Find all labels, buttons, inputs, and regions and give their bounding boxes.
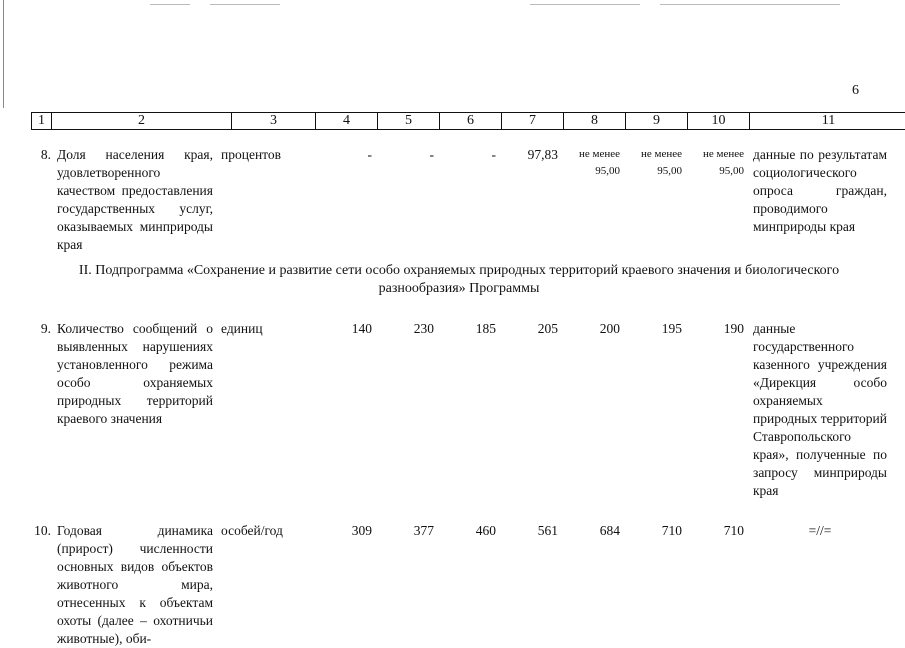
indicator-unit: особей/год [215, 522, 315, 648]
scan-noise [150, 4, 190, 5]
value-col-8: 200 [563, 320, 625, 500]
data-source: =//= [749, 522, 887, 648]
header-col-3: 3 [232, 113, 316, 130]
column-number-header [31, 112, 905, 130]
value-col-4: 140 [315, 320, 377, 500]
header-col-10: 10 [688, 113, 750, 130]
value-col-10: не менее 95,00 [687, 146, 749, 254]
value-col-6: 460 [439, 522, 501, 648]
value-col-7: 97,83 [501, 146, 563, 254]
value-col-5: 230 [377, 320, 439, 500]
row-spacer [31, 500, 887, 522]
value-col-8: не менее 95,00 [563, 146, 625, 254]
indicator-name: Годовая динамика (прирост) численности основных видов объектов животного мира, отнесенных к объектам охоты (далее – охотничьи животные), оби- [55, 522, 215, 648]
row-number: 10. [31, 522, 55, 648]
header-col-11: 11 [750, 113, 905, 130]
value-col-4: 309 [315, 522, 377, 648]
data-source: данные по результатам социологического опроса граждан, проводимого минприроды края [749, 146, 887, 254]
scan-noise [530, 4, 640, 5]
value-col-9: 195 [625, 320, 687, 500]
indicator-unit: процентов [215, 146, 315, 254]
value-col-7: 561 [501, 522, 563, 648]
header-col-1: 1 [32, 113, 52, 130]
header-col-5: 5 [378, 113, 440, 130]
indicator-unit: единиц [215, 320, 315, 500]
value-col-10: 190 [687, 320, 749, 500]
header-col-4: 4 [316, 113, 378, 130]
row-number: 8. [31, 146, 55, 254]
header-col-7: 7 [502, 113, 564, 130]
indicators-table [31, 146, 887, 648]
value-col-7: 205 [501, 320, 563, 500]
page-number: 6 [852, 82, 859, 100]
value-col-9: не менее 95,00 [625, 146, 687, 254]
value-col-8: 684 [563, 522, 625, 648]
scan-noise [210, 4, 280, 5]
indicator-name: Количество сообщений о выявленных нарушениях установленного режима особо охраняемых природных территорий краевого значения [55, 320, 215, 500]
value-col-5: 377 [377, 522, 439, 648]
value-col-4: - [315, 146, 377, 254]
value-col-10: 710 [687, 522, 749, 648]
header-col-8: 8 [564, 113, 626, 130]
left-margin-rule [3, 0, 4, 108]
row-number: 9. [31, 320, 55, 500]
scan-noise [660, 4, 840, 5]
indicator-name: Доля населения края, удовлетворенного качеством предоставления государственных услуг, оказываемых минприроды края [55, 146, 215, 254]
subprogram-heading-row [31, 254, 887, 320]
value-col-6: - [439, 146, 501, 254]
table-row [31, 522, 887, 648]
value-col-5: - [377, 146, 439, 254]
data-source: данные государственного казенного учреждения «Дирекция особо охраняемых природных территорий Ставропольского края», полученные по запросу минприроды края [749, 320, 887, 500]
value-col-6: 185 [439, 320, 501, 500]
value-col-9: 710 [625, 522, 687, 648]
subprogram-heading: II. Подпрограмма «Сохранение и развитие сети особо охраняемых природных территорий краевого значения и биологического разнообразия» Программы [31, 254, 887, 320]
header-col-9: 9 [626, 113, 688, 130]
table-row [31, 320, 887, 500]
table-row [31, 146, 887, 254]
header-col-2: 2 [52, 113, 232, 130]
header-col-6: 6 [440, 113, 502, 130]
